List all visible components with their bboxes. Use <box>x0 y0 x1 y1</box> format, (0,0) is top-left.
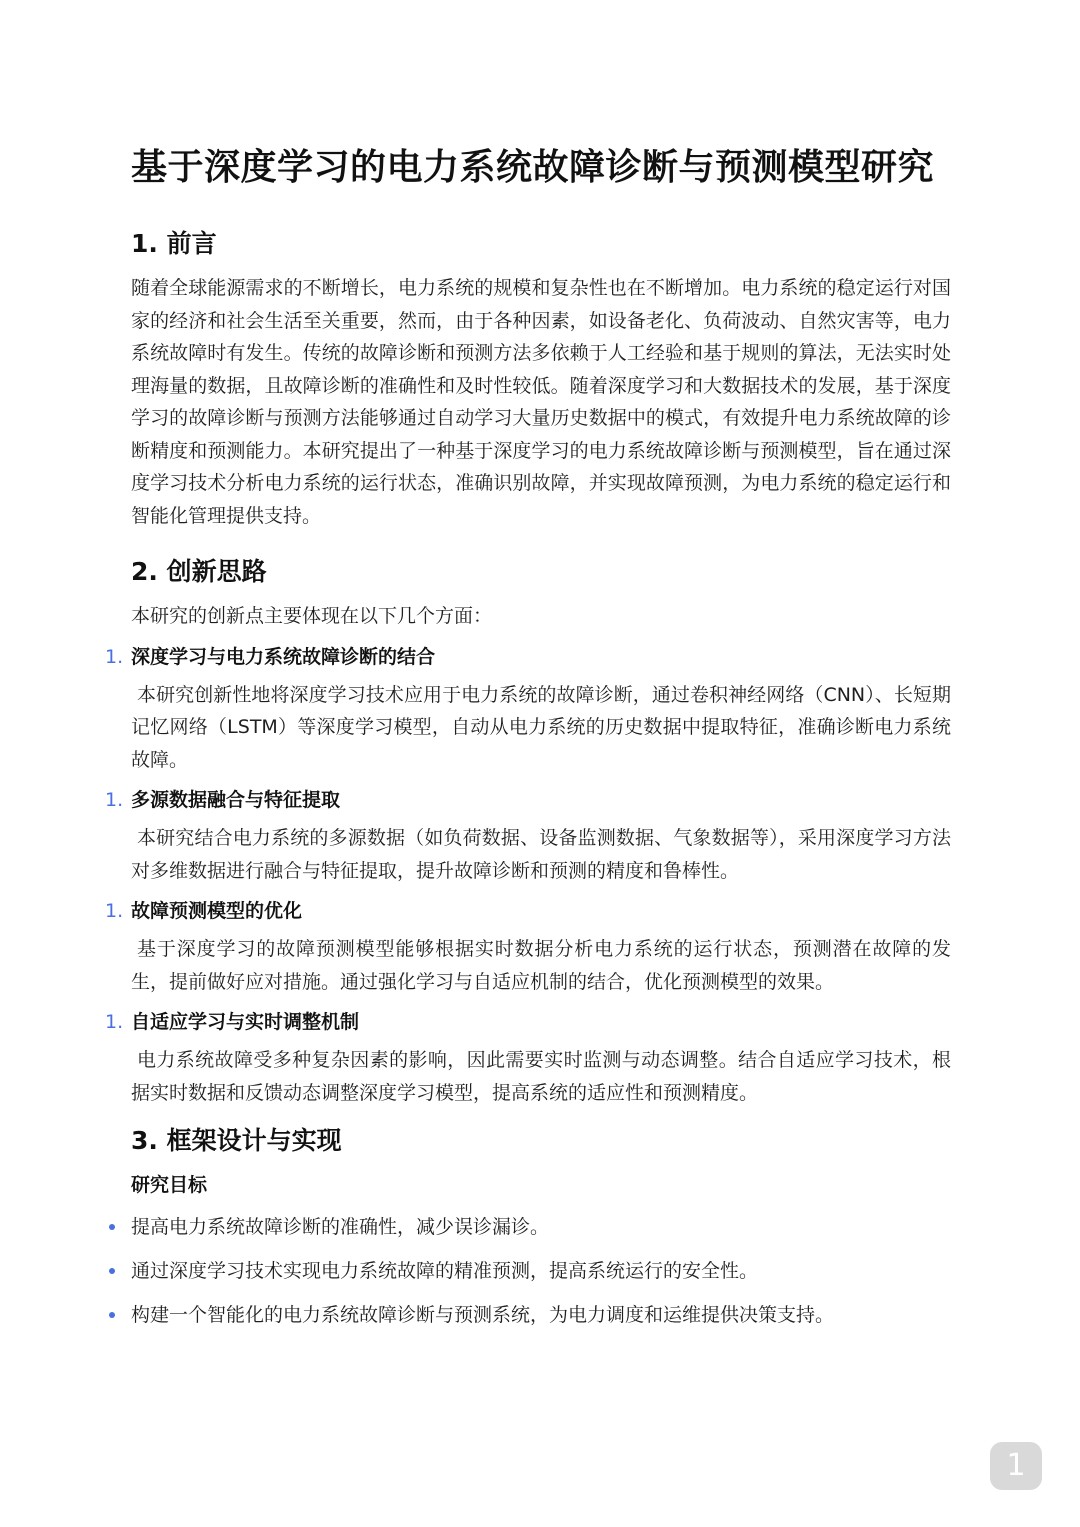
research-goals-list <box>131 1211 951 1331</box>
innovation-item <box>105 1006 951 1109</box>
section-innovation <box>105 554 951 1109</box>
list-number: 1. <box>105 900 124 922</box>
innovation-item <box>105 784 951 887</box>
bullet-icon <box>109 1268 115 1274</box>
document-page <box>105 140 951 1343</box>
innovation-item-body: 本研究创新性地将深度学习技术应用于电力系统的故障诊断，通过卷积神经网络（CNN）、长短期记忆网络（LSTM）等深度学习模型，自动从电力系统的历史数据中提取特征，准确诊断电力系统故障。 <box>131 683 951 771</box>
research-goals-heading: 研究目标 <box>131 1174 208 1196</box>
innovation-item-title: 故障预测模型的优化 <box>131 900 303 922</box>
innovation-item-body: 电力系统故障受多种复杂因素的影响，因此需要实时监测与动态调整。结合自适应学习技术，根据实时数据和反馈动态调整深度学习模型，提高系统的适应性和预测精度。 <box>131 1049 951 1104</box>
list-number: 1. <box>105 789 124 811</box>
list-item <box>131 1299 951 1331</box>
innovation-item-title: 深度学习与电力系统故障诊断的结合 <box>131 645 436 668</box>
innovation-item <box>105 895 951 998</box>
page-title: 基于深度学习的电力系统故障诊断与预测模型研究 <box>131 147 935 188</box>
innovation-item-body: 基于深度学习的故障预测模型能够根据实时数据分析电力系统的运行状态，预测潜在故障的发生，提前做好应对措施。通过强化学习与自适应机制的结合，优化预测模型的效果。 <box>131 938 951 993</box>
list-item <box>131 1211 951 1243</box>
section-framework <box>131 1123 951 1331</box>
innovation-item-body: 本研究结合电力系统的多源数据（如负荷数据、设备监测数据、气象数据等），采用深度学习方法对多维数据进行融合与特征提取，提升故障诊断和预测的精度和鲁棒性。 <box>131 827 951 882</box>
introduction-paragraph: 随着全球能源需求的不断增长，电力系统的规模和复杂性也在不断增加。电力系统的稳定运行对国家的经济和社会生活至关重要，然而，由于各种因素，如设备老化、负荷波动、自然灾害等，电力系统故障时有发生。传统的故障诊断和预测方法多依赖于人工经验和基于规则的算法，无法实时处理海量的数据，且故障诊断的准确性和及时性较低。随着深度学习和大数据技术的发展，基于深度学习的故障诊断与预测方法能够通过自动学习大量历史数据中的模式，有效提升电力系统故障的诊断精度和预测能力。本研究提出了一种基于深度学习的电力系统故障诊断与预测模型，旨在通过深度学习技术分析电力系统的运行状态，准确识别故障，并实现故障预测，为电力系统的稳定运行和智能化管理提供支持。 <box>131 277 951 527</box>
list-number: 1. <box>105 645 124 668</box>
list-item-text: 通过深度学习技术实现电力系统故障的精准预测，提高系统运行的安全性。 <box>131 1260 759 1282</box>
bullet-icon <box>109 1312 115 1318</box>
section-introduction <box>131 226 951 532</box>
innovation-item-title: 多源数据融合与特征提取 <box>131 789 341 811</box>
innovation-intro: 本研究的创新点主要体现在以下几个方面： <box>131 605 493 627</box>
innovation-item <box>105 641 951 777</box>
list-item <box>131 1255 951 1287</box>
list-item-text: 提高电力系统故障诊断的准确性，减少误诊漏诊。 <box>131 1216 550 1238</box>
section-heading-introduction: 1. 前言 <box>131 229 217 258</box>
list-item-text: 构建一个智能化的电力系统故障诊断与预测系统，为电力调度和运维提供决策支持。 <box>131 1304 835 1326</box>
section-heading-framework: 3. 框架设计与实现 <box>131 1126 342 1155</box>
innovation-item-title: 自适应学习与实时调整机制 <box>131 1011 360 1033</box>
bullet-icon <box>109 1224 115 1230</box>
list-number: 1. <box>105 1011 124 1033</box>
page-number-badge: 1 <box>990 1442 1042 1490</box>
section-heading-innovation: 2. 创新思路 <box>131 557 267 586</box>
